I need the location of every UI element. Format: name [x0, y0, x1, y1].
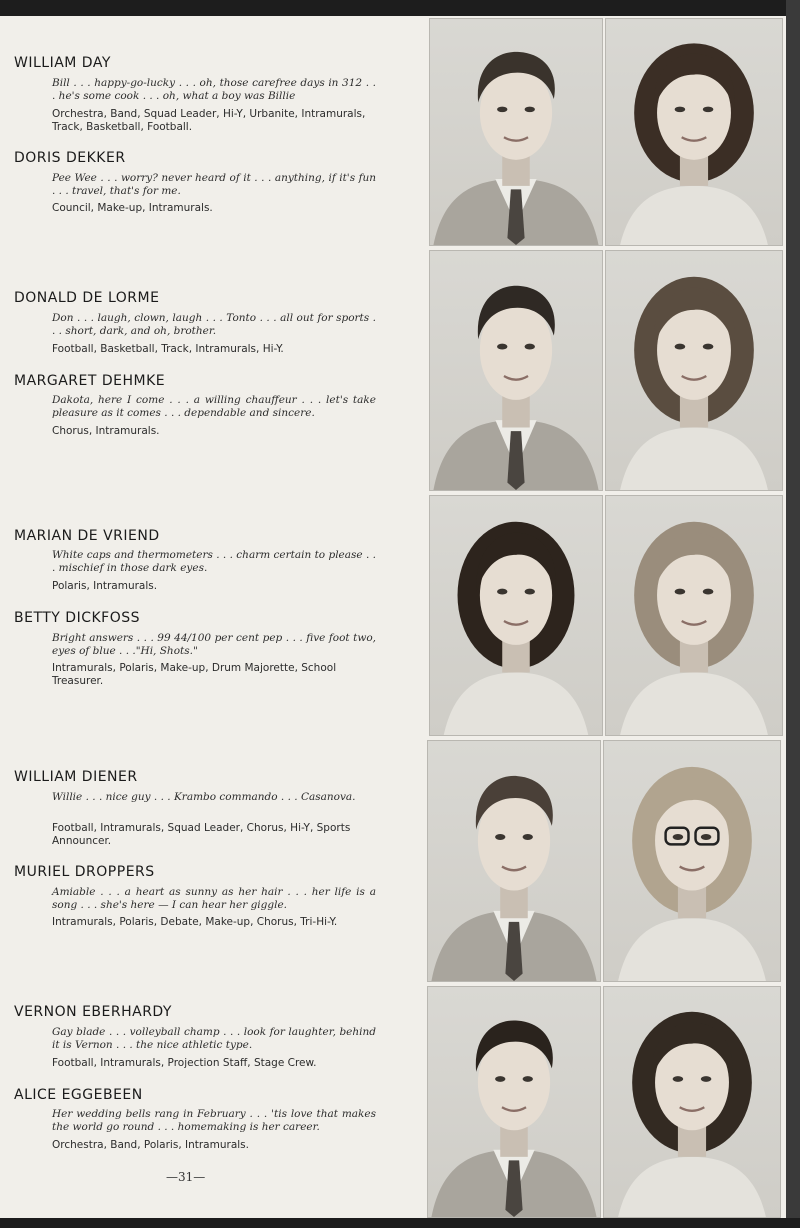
eye	[673, 1076, 684, 1082]
student-name: DORIS DEKKER	[14, 150, 126, 166]
student-activities: Football, Intramurals, Projection Staff, Stage Crew.	[52, 1057, 317, 1069]
portrait-figure	[430, 496, 602, 735]
eye	[523, 834, 533, 840]
eye	[495, 834, 505, 840]
eye	[703, 344, 714, 350]
portrait-figure	[606, 496, 782, 735]
student-quote: Bright answers . . . 99 44/100 per cent pep . . . five foot two, eyes of blue . . ."Hi, Shots."	[52, 632, 376, 657]
student-activities: Football, Basketball, Track, Intramurals, Hi-Y.	[52, 343, 284, 355]
student-quote: Bill . . . happy-go-lucky . . . oh, those carefree days in 312 . . . he's some cook . . . oh, what a boy was Billie	[52, 77, 376, 102]
student-quote: Pee Wee . . . worry? never heard of it . . . anything, if it's fun . . . travel, that's for me.	[52, 172, 376, 197]
student-activities: Intramurals, Polaris, Debate, Make-up, Chorus, Tri-Hi-Y.	[52, 916, 338, 928]
portrait-figure	[430, 19, 602, 245]
portrait-figure	[604, 741, 780, 981]
eye	[523, 1076, 533, 1082]
eye	[497, 589, 507, 595]
portrait-figure	[428, 987, 600, 1217]
student-name: WILLIAM DAY	[14, 55, 111, 71]
student-quote: Don . . . laugh, clown, laugh . . . Tonto . . . all out for sports . . . short, dark, and oh, brother.	[52, 312, 376, 337]
portrait-photo	[603, 740, 781, 982]
student-name: MURIEL DROPPERS	[14, 864, 155, 880]
portrait-photo	[603, 986, 781, 1218]
student-activities: Orchestra, Band, Squad Leader, Hi-Y, Urbanite, Intramurals, Track, Basketball, Football.	[52, 108, 366, 133]
eye	[495, 1076, 505, 1082]
student-activities: Football, Intramurals, Squad Leader, Chorus, Hi-Y, Sports Announcer.	[52, 822, 351, 847]
portrait-figure	[604, 987, 780, 1217]
student-name: WILLIAM DIENER	[14, 769, 138, 785]
student-quote: White caps and thermometers . . . charm certain to please . . . mischief in those dark eyes.	[52, 549, 376, 574]
student-activities: Council, Make-up, Intramurals.	[52, 202, 213, 214]
student-name: ALICE EGGEBEEN	[14, 1087, 143, 1103]
portrait-photo	[605, 495, 783, 736]
blouse	[620, 672, 768, 735]
eye	[701, 834, 712, 840]
student-name: VERNON EBERHARDY	[14, 1004, 172, 1020]
student-activities: Intramurals, Polaris, Make-up, Drum Majorette, School Treasurer.	[52, 662, 337, 687]
portrait-photo	[429, 18, 603, 246]
page-number: —31—	[166, 1170, 206, 1184]
eye	[703, 107, 714, 113]
eye	[525, 107, 535, 113]
portrait-photo	[429, 250, 603, 491]
blouse	[618, 1157, 766, 1217]
page-bottom-edge	[0, 1218, 800, 1228]
eye	[525, 344, 535, 350]
portrait-figure	[606, 19, 782, 245]
eye	[497, 344, 507, 350]
page-right-edge	[786, 0, 800, 1228]
blouse	[620, 427, 768, 490]
portrait-figure	[430, 251, 602, 490]
eye	[703, 589, 714, 595]
student-activities: Chorus, Intramurals.	[52, 425, 160, 437]
student-activities: Polaris, Intramurals.	[52, 580, 158, 592]
student-quote: Dakota, here I come . . . a willing chauffeur . . . let's take pleasure as it comes . . . dependable and sincere.	[52, 394, 376, 419]
eye	[497, 107, 507, 113]
portrait-photo	[605, 250, 783, 491]
student-quote: Amiable . . . a heart as sunny as her hair . . . her life is a song . . . she's here — I can hear her giggle.	[52, 886, 376, 911]
eye	[701, 1076, 712, 1082]
portrait-photo	[427, 986, 601, 1218]
student-quote: Her wedding bells rang in February . . . 'tis love that makes the world go round . . . homemaking is her career.	[52, 1108, 376, 1133]
student-quote: Willie . . . nice guy . . . Krambo commando . . . Casanova.	[52, 791, 356, 803]
portrait-figure	[428, 741, 600, 981]
portrait-figure	[606, 251, 782, 490]
student-quote: Gay blade . . . volleyball champ . . . look for laughter, behind it is Vernon . . . the nice athletic type.	[52, 1026, 376, 1051]
eye	[675, 344, 686, 350]
portrait-photo	[429, 495, 603, 736]
blouse	[618, 918, 766, 981]
student-name: MARGARET DEHMKE	[14, 373, 166, 389]
student-name: MARIAN DE VRIEND	[14, 528, 160, 544]
eye	[673, 834, 684, 840]
portrait-photo	[427, 740, 601, 982]
eye	[675, 107, 686, 113]
portrait-photo	[605, 18, 783, 246]
blouse	[620, 186, 768, 245]
student-activities: Orchestra, Band, Polaris, Intramurals.	[52, 1139, 249, 1151]
student-name: DONALD DE LORME	[14, 290, 160, 306]
eye	[675, 589, 686, 595]
student-name: BETTY DICKFOSS	[14, 610, 141, 626]
blouse	[444, 672, 588, 735]
eye	[525, 589, 535, 595]
